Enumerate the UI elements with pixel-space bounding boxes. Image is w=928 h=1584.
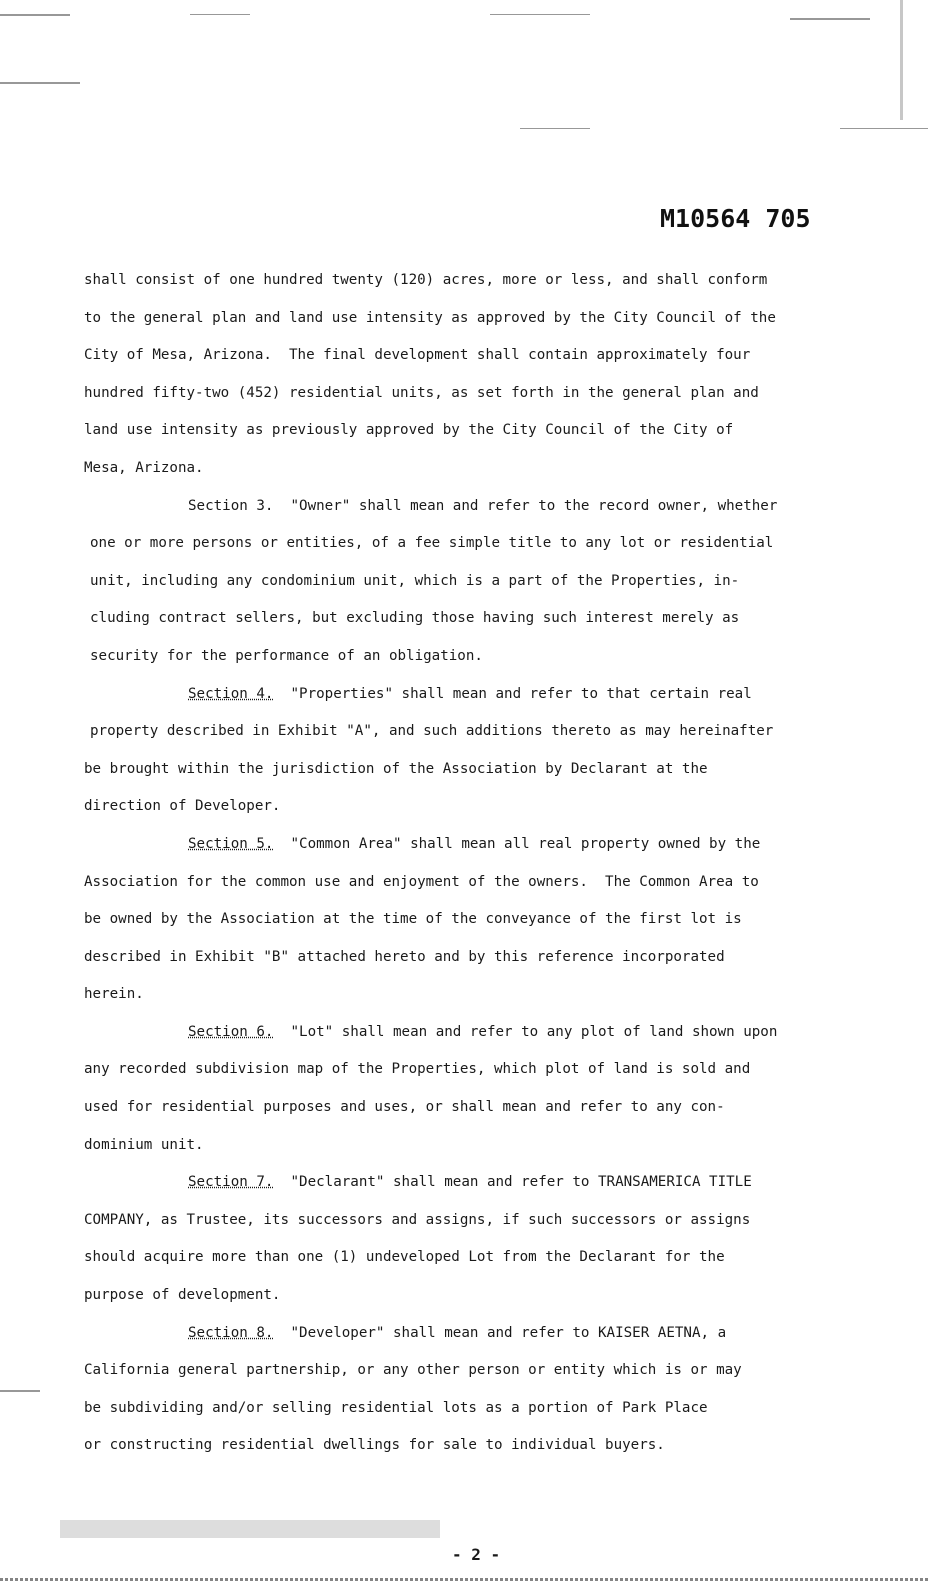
body-line: security for the performance of an obligation. xyxy=(90,647,483,664)
body-line: shall consist of one hundred twenty (120) acres, more or less, and shall conform xyxy=(84,272,768,288)
body-line: to the general plan and land use intensity as approved by the City Council of the xyxy=(84,309,776,326)
section-8-first-line xyxy=(84,1315,854,1353)
section-4-first-line xyxy=(84,676,854,714)
section-6-heading: Section 6. xyxy=(188,1023,274,1040)
scan-noise xyxy=(190,14,250,15)
body-line: California general partnership, or any other person or entity which is or may xyxy=(84,1362,742,1379)
body-line: direction of Developer. xyxy=(84,798,281,815)
body-line: any recorded subdivision map of the Properties, which plot of land is sold and xyxy=(84,1061,751,1078)
section-6-definition-start: "Lot" shall mean and refer to any plot of land shown upon xyxy=(290,1023,778,1040)
scan-noise xyxy=(0,1390,40,1392)
section-7-definition-start: "Declarant" shall mean and refer to TRANSAMERICA TITLE xyxy=(290,1174,752,1191)
section-3-first-line xyxy=(84,488,854,526)
section-5-heading: Section 5. xyxy=(188,835,274,852)
scan-noise xyxy=(0,82,80,84)
section-8-definition-start: "Developer" shall mean and refer to KAISER AETNA, a xyxy=(290,1324,727,1341)
body-line: cluding contract sellers, but excluding those having such interest merely as xyxy=(90,610,740,627)
scan-noise xyxy=(0,14,70,16)
document-number: M10564 705 xyxy=(660,204,811,233)
body-line: described in Exhibit "B" attached hereto and by this reference incorporated xyxy=(84,948,725,965)
body-line: property described in Exhibit "A", and such additions thereto as may hereinafter xyxy=(90,723,774,740)
body-line: City of Mesa, Arizona. The final development shall contain approximately four xyxy=(84,347,751,364)
body-line: land use intensity as previously approved by the City Council of the City of xyxy=(84,422,734,439)
body-line: be owned by the Association at the time of the conveyance of the first lot is xyxy=(84,911,742,928)
body-line: purpose of development. xyxy=(84,1287,281,1304)
document-body xyxy=(84,262,854,1465)
scan-noise xyxy=(900,0,903,120)
section-7-heading: Section 7. xyxy=(188,1174,274,1191)
body-line: be subdividing and/or selling residential lots as a portion of Park Place xyxy=(84,1399,708,1416)
scan-noise xyxy=(520,128,590,129)
body-line: hundred fifty-two (452) residential units, as set forth in the general plan and xyxy=(84,384,759,401)
scan-edge xyxy=(0,1578,928,1581)
scan-noise xyxy=(60,1520,440,1538)
section-3-definition-start: "Owner" shall mean and refer to the record owner, whether xyxy=(290,497,778,514)
body-line: COMPANY, as Trustee, its successors and assigns, if such successors or assigns xyxy=(84,1211,751,1228)
scan-noise xyxy=(790,18,870,20)
scan-noise xyxy=(840,128,928,129)
body-line: should acquire more than one (1) undeveloped Lot from the Declarant for the xyxy=(84,1249,725,1266)
section-7-first-line xyxy=(84,1164,854,1202)
section-5-first-line xyxy=(84,826,854,864)
section-4-heading: Section 4. xyxy=(188,685,274,702)
body-line: dominium unit. xyxy=(84,1136,204,1153)
section-6-first-line xyxy=(84,1014,854,1052)
body-line: or constructing residential dwellings for sale to individual buyers. xyxy=(84,1437,665,1454)
page-number: - 2 - xyxy=(452,1545,501,1564)
body-line: Association for the common use and enjoyment of the owners. The Common Area to xyxy=(84,873,759,890)
body-line: Mesa, Arizona. xyxy=(84,459,204,476)
body-line: one or more persons or entities, of a fee simple title to any lot or residential xyxy=(90,535,774,552)
body-line: used for residential purposes and uses, or shall mean and refer to any con- xyxy=(84,1099,725,1116)
body-line: be brought within the jurisdiction of the Association by Declarant at the xyxy=(84,760,708,777)
section-3-heading: Section 3. xyxy=(188,497,274,514)
body-line: herein. xyxy=(84,986,144,1003)
section-8-heading: Section 8. xyxy=(188,1324,274,1341)
section-4-definition-start: "Properties" shall mean and refer to that certain real xyxy=(290,685,752,702)
section-5-definition-start: "Common Area" shall mean all real property owned by the xyxy=(290,835,761,852)
scan-noise xyxy=(490,14,590,15)
body-line: unit, including any condominium unit, which is a part of the Properties, in- xyxy=(90,572,740,589)
